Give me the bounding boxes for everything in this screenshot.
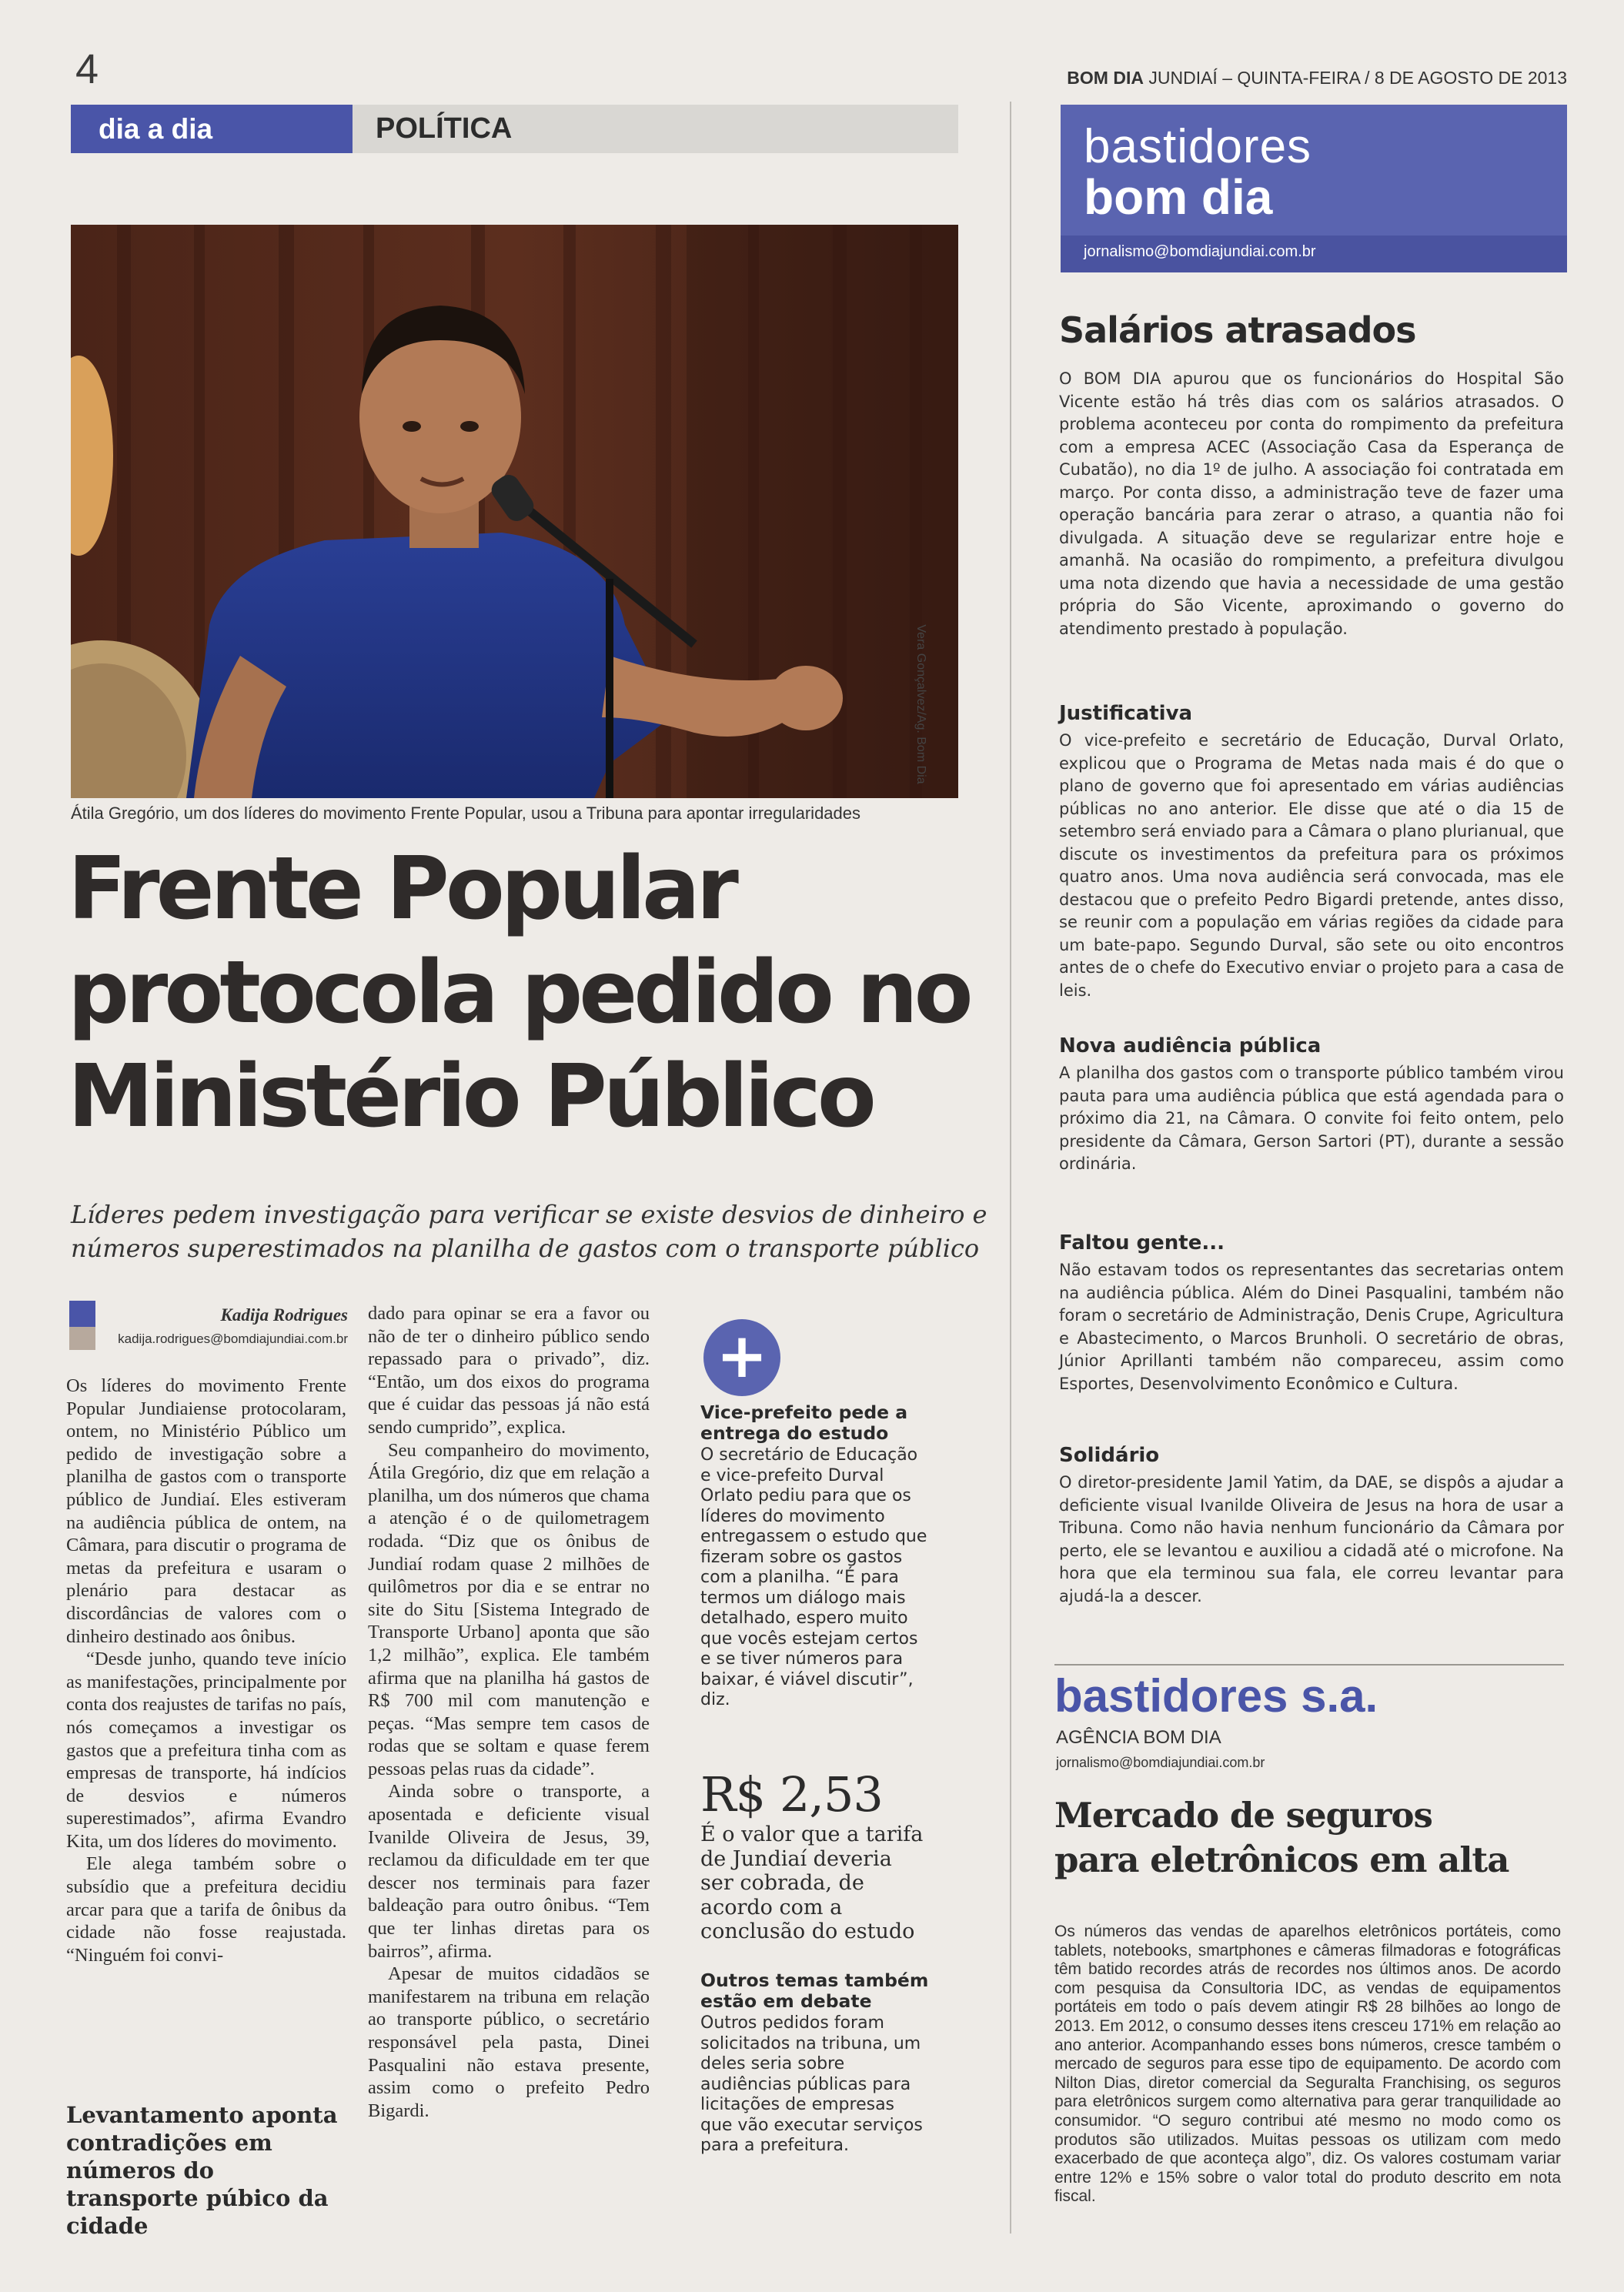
photo-credit: Vera Gonçalvez/Ag. Bom Dia [914,624,927,784]
price-figure: R$ 2,53 [700,1766,883,1823]
bastidores-box [1061,105,1567,272]
byline-swatch-2 [69,1327,95,1350]
sidebar-box2 [700,1970,931,2157]
sidebar-box1-title: Vice-prefeito pede a entrega do estudo [700,1402,908,1444]
masthead-brand: BOM DIA [1067,68,1144,88]
price-text: É o valor que a tarifa de Jundiaí deveria ser cobrada, de acordo com a conclusão do estudo [700,1823,924,1943]
bastidores-sa-rule [1054,1664,1564,1666]
bastidores-main-title: Salários atrasados [1059,309,1416,351]
masthead [1062,68,1567,89]
bastidores-sa-headline-1: Mercado de seguros [1054,1795,1432,1836]
bastidores-s4-title: Solidário [1059,1444,1160,1467]
bastidores-s2-title: Nova audiência pública [1059,1034,1322,1057]
masthead-date: JUNDIAÍ – QUINTA-FEIRA / 8 DE AGOSTO DE 2013 [1143,68,1567,88]
col2-paragraph-1: dado para opinar se era a favor ou não de ter o dinheiro público sendo repassado para o privado”, diz. “Então, um dos eixos do programa que é cuidar das pessoas já não está sendo cumprido”, explica. [368,1303,650,1438]
headline-line-3: Ministério Público [68,1047,873,1147]
byline-author: Kadija Rodrigues [220,1305,348,1325]
article-deck [71,1198,987,1265]
headline-line-2: protocola pedido no [68,943,970,1043]
col1-paragraph-3: Ele alega também sobre o subsídio que a prefeitura decidiu arcar para que a tarifa de ônibus da cidade não fosse reajustada. “Ninguém foi convi- [66,1853,346,1966]
bastidores-main-text: O BOM DIA apurou que os funcionários do Hospital São Vicente estão há três dias com os salários atrasados. O problema aconteceu por conta do rompimento da prefeitura com a empresa ACEC (Associação Casa da Esperança de Cubatão), no dia 1º de julho. A associação foi contratada em março. Por conta disso, a administração teve de fazer uma operação bancária para zerar o atraso, a quantia não foi divulgada. A situação deve se regularizar entre hoje e amanhã. Na ocasião do rompimento, a prefeitura divulgou uma nota dizendo que havia a necessidade de uma gestão própria do São Vicente, aproximando o governo do atendimento prestado à população. [1059,369,1564,638]
bastidores-s3-title: Faltou gente... [1059,1231,1225,1255]
bastidores-s3-text: Não estavam todos os representantes das secretarias ontem na audiência pública. Além do Dinei Pasqualini, também não foram o secretário de Administração, Denis Crupe, Agricultura e Abastecimento, o Marcos Brunholi. O secretário de obras, Júnior Aprillanti também não compareceu, assim como Esportes, Desenvolvimento Econômico e Cultura. [1059,1261,1564,1393]
sidebar [700,1402,931,1711]
col1-subhead: Levantamento aponta contradições em números do transporte púbico da cidade [66,2102,338,2239]
bastidores-s4-text: O diretor-presidente Jamil Yatim, da DAE, se dispôs a ajudar a deficiente visual Ivanilde Oliveira de Jesus na hora de usar a Tribuna. Como não havia nenhum funcionário da Câmara por perto, ele se levantou e auxiliou a cidadã até o microfone. Na hora que ela terminou sua fala, ele correu levantar para ajudá-la a descer. [1059,1473,1564,1605]
sidebar-box2-title: Outros temas também estão em debate [700,1970,929,2012]
article-column-2 [368,1302,650,2122]
col1-paragraph-2: “Desde junho, quando teve início as manifestações, principalmente por conta dos reajustes de tarifas no país, nós começamos a investigar os gastos que a prefeitura tinha com as empresas de transporte, há indícios de desvios e números superestimados”, afirma Evandro Kita, um dos líderes do movimento. [66,1649,346,1852]
col2-paragraph-4: Apesar de muitos cidadãos se manifestarem na tribuna em relação ao transporte público, o secretário responsável pela pasta, Dinei Pasqualini não estava presente, assim como o prefeito Pedro Bigardi. [368,1963,650,2121]
bastidores-s1-text: O vice-prefeito e secretário de Educação, Durval Orlato, explicou que o Programa de Metas nada mais é do que o plano de governo que foi apresentado em várias audiências públicas no ano anterior. Ele disse que até o dia 15 de setembro será enviado para a Câmara o plano plurianual, que discute os investimentos da prefeitura para os próximos quatro anos. Uma nova audiência será convocada, mas ele destacou que o prefeito Pedro Bigardi pretende, antes disso, se reunir com a população em várias regiões da cidade para um bate-papo. Segundo Durval, são sete ou oito encontros antes de o chefe do Executivo enviar o projeto para a casa de leis. [1059,731,1564,1000]
bastidores-s2-text: A planilha dos gastos com o transporte público também virou pauta para uma audiência pública que está agendada para o próximo dia 21, na Câmara. O convite foi feito ontem, pelo presidente da Câmara, Gerson Sartori (PT), durante a sessão ordinária. [1059,1064,1564,1173]
column-divider [1010,102,1011,2234]
bastidores-sa-title: bastidores s.a. [1054,1670,1378,1722]
byline-swatch [69,1301,95,1327]
section-title: POLÍTICA [376,112,513,145]
sidebar-box2-text: Outros pedidos foram solicitados na tribuna, um deles seria sobre audiências públicas para licitações de empresas que vão executar serviços para a prefeitura. [700,2013,923,2155]
section-tag: dia a dia [71,105,353,153]
section-bar [71,105,958,153]
sidebar-box1-text: O secretário de Educação e vice-prefeito Durval Orlato pediu para que os líderes do movimento entregassem o estudo que fizeram sobre os gastos com a planilha. “É para termos um diálogo mais detalhado, espero muito que vocês estejam certos e se tiver números para baixar, é viável discutir”, diz. [700,1445,927,1709]
deck-line-2: números superestimados na planilha de gastos com o transporte público [71,1234,980,1263]
byline-email: kadija.rodrigues@bomdiajundiai.com.br [118,1331,348,1346]
article-column-1 [66,1375,346,1966]
deck-line-1: Líderes pedem investigação para verificar se existe desvios de dinheiro e [71,1200,987,1229]
bastidores-sa-text: Os números das vendas de aparelhos eletrônicos portáteis, como tablets, notebooks, smartphones e câmeras filmadoras e fotográficas têm batido recordes atrás de recordes nos últimos anos. De acordo com pesquisa da Consultoria IDC, as vendas de equipamentos portáteis em todo o país devem atingir R$ 28 bilhões ao longo de 2013. Em 2012, o consumo desses itens cresceu 171% em relação ao ano anterior. Acompanhando esses bons números, cresce também o mercado de seguros para esse tipo de equipamento. De acordo com Nilton Dias, diretor comercial da Seguralta Franchising, os seguros para eletrônicos surgem como alternativa para gerar tranquilidade ao consumidor. “O seguro contribui até mesmo no modo como os produtos são utilizados. Muitas pessoas os utilizam com medo exacerbado de que aconteça algo”, diz. Os valores costumam variar entre 12% e 15% sobre o valor total do produto descrito em nota fiscal. [1054,1923,1561,2206]
headline-line-1: Frente Popular [68,839,735,939]
bastidores-sa-agency: AGÊNCIA BOM DIA [1056,1727,1221,1748]
plus-icon: + [703,1319,780,1396]
col2-paragraph-3: Ainda sobre o transporte, a aposentada e deficiente visual Ivanilde Oliveira de Jesus, 39, reclamou da dificuldade em ter que descer nos terminais para fazer baldeação para outro ônibus. “Tem que ter linhas diretas para os bairros”, afirma. [368,1781,650,1962]
col2-paragraph-2: Seu companheiro do movimento, Átila Gregório, diz que em relação a planilha, um dos números que chama a atenção é o de quilometragem rodada. “Diz que os ônibus de Jundiaí rodam quase 2 milhões de quilômetros por dia e se entrar no site do Situ [Sistema Integrado de Transporte Urbano] aponta que são 1,2 milhão”, explica. Ele também afirma que na planilha há gastos de R$ 700 mil com manutenção e peças. “Mas sempre tem casos de rodas que se soltam e quase ferem pessoas pelas ruas da cidade”. [368,1439,650,1779]
bastidores-title-bold: bom dia [1084,169,1273,225]
bastidores-sa-headline [1054,1793,1578,1883]
speaker-photo [71,225,958,798]
article-headline [68,837,976,1149]
bastidores-title-light: bastidores [1084,120,1312,173]
photo [71,225,958,798]
bastidores-sa-email: jornalismo@bomdiajundiai.com.br [1056,1755,1265,1770]
col1-paragraph-1: Os líderes do movimento Frente Popular Jundiaiense protocolaram, ontem, no Ministério Público um pedido de investigação sobre a planilha de gastos com o transporte público de Jundiaí. Eles estiveram na audiência pública de ontem, na Câmara, para discutir o programa de metas da prefeitura e usaram o plenário para destacar as discordâncias de valores com o dinheiro destinado aos ônibus. [66,1375,346,1647]
bastidores-s1-title: Justificativa [1059,702,1193,725]
bastidores-sa-headline-2: para eletrônicos em alta [1054,1839,1509,1880]
bastidores-email: jornalismo@bomdiajundiai.com.br [1084,243,1316,260]
page-number: 4 [75,46,99,92]
photo-caption: Átila Gregório, um dos líderes do movimento Frente Popular, usou a Tribuna para apontar irregularidades [71,804,861,823]
